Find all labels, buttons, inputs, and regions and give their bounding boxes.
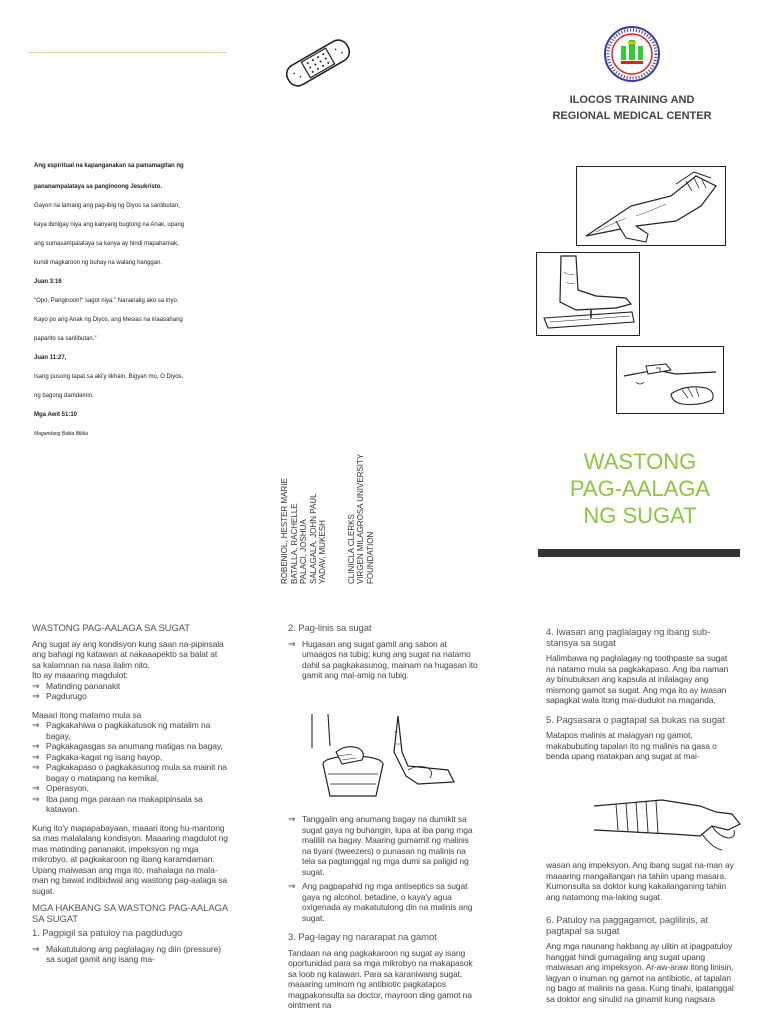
list-item: ⇒ Makatutulong ang paglalagay ng diin (pressure) sa sugat gamit ang isang ma-	[32, 944, 228, 965]
foot-injury-illustration	[536, 252, 640, 336]
org-line: VIRGEN MILAGROSA UNIVERSITY	[356, 453, 365, 584]
list-item: ⇒ Pagkaka-kagat ng isang hayop,	[32, 752, 228, 763]
verse-reference: Juan 3:16	[34, 279, 62, 285]
list-item: ⇒ Ang pagpapahid ng mga antiseptics sa sugat gaya ng alcohol, betadine, o kaya'y agua oxigenada ay makatutulong din na malinis ang sugat.	[288, 881, 480, 923]
bible-source: Magandang Balita Biblia	[34, 431, 88, 437]
verse-line: ang sumasampalataya sa kanya ay hindi mapahamak,	[34, 241, 179, 247]
title-line-1: WASTONG	[583, 449, 697, 474]
list-item: ⇒ Pagkakapaso o pagkakasunog mula sa mainit na bagay o matapang na kemikal,	[32, 762, 228, 783]
step-heading: 2. Pag-linis sa sugat	[288, 623, 372, 634]
list-item: ⇒ Pagdurugo	[32, 691, 228, 702]
column-3	[546, 628, 738, 762]
author-name: SALAGALA, JOHN PAUL	[308, 493, 318, 584]
author-name: YADAV, MUKESH	[318, 520, 327, 584]
section-heading: WASTONG PAG-AALAGA SA SUGAT	[32, 623, 190, 634]
verse-line: ng bagong damdamin.	[34, 393, 94, 399]
title-line-3: NG SUGAT	[583, 503, 697, 528]
scripture-intro-2: pananampalataya sa panginoong Jesukristo.	[34, 184, 163, 190]
list-item: ⇒ Matinding pananakit	[32, 681, 228, 692]
author-name: PALACI, JOSHUA	[299, 519, 308, 584]
verse-reference: Juan 11:27,	[34, 355, 67, 361]
verse-line: Kayo po ang Anak ng Diyos, ang Mesias na inaasahang	[34, 317, 183, 323]
hospital-seal-logo	[604, 26, 660, 82]
section-heading: MGA HAKBANG SA WASTONG PAG-AALAGA SA SUGAT	[32, 903, 228, 925]
hospital-name-line-2: REGIONAL MEDICAL CENTER	[552, 110, 712, 122]
step-heading: 3. Pag-lagay ng nararapat na gamot	[288, 932, 437, 943]
org-line: CLINICLA CLERKS	[346, 514, 356, 584]
list-item: ⇒ Operasyon,	[32, 783, 228, 794]
verse-line: kaya ibinigay niya ang kanyang bugtong na Anak, upang	[34, 222, 185, 228]
bullet-list	[32, 944, 228, 965]
paragraph: Maaari itong matamo mula sa	[32, 709, 142, 720]
hospital-name	[540, 92, 724, 124]
step-heading: 4. Iwasan ang paglalagay ng ibang sub-stansya sa sugat	[546, 627, 711, 649]
paragraph: wasan ang impeksyon. Ang ibang sugat na-man ay maaaring mangailangan na tahiin upang masara. Kumonsulta sa doktor kung kakailanganing tahiin ang natamong ma-laking sugat.	[546, 860, 734, 902]
list-item: ⇒ Pagkakagasgas sa anumang matigas na bagay,	[32, 741, 228, 752]
column-2	[288, 624, 480, 681]
top-rule-left	[28, 52, 226, 53]
verse-line: kundi magkaroon ng buhay na walang hanggan.	[34, 260, 163, 266]
verse-line: Gayon na lamang ang pag-ibig ng Diyos sa sanlibutan,	[34, 203, 180, 209]
paragraph: Tandaan na ang pagkakaroon ng sugat ay isang oportunidad para sa mga mikrobyo na makapasok sa loob ng katawan. Para sa karaniwang sugat, maaaring uminom ng antibiotic pagkatapos magpakonsulta sa doctor, mayroon ding gamot na ointment na	[288, 947, 473, 1010]
step-heading: 1. Pagpigil sa patuloy na pagdudugo	[32, 928, 183, 939]
bullet-list	[288, 639, 480, 681]
paragraph: Ang mga naunang hakbang ay ulitin at ipagpatuloy hanggat hindi gumagaling ang sugat upang maiwasan ang impeksyon. Ar-aw-araw itong linisin, lagyan o inuman ng gamot na antibiotic, at tapalan ng bago at malinis na gasa. Kung tinahi, ipatanggal sa doktor ang sinulid na ginamit kung nagsara	[546, 941, 734, 1004]
bullet-list	[32, 681, 228, 702]
org-line: FOUNDATION	[365, 531, 375, 584]
list-item: ⇒ Iba pang mga paraan na makapipinsala sa katawan.	[32, 794, 228, 815]
paragraph: Ito ay maaaring magdulot:	[32, 670, 128, 680]
paragraph: Kung ito'y mapapabayaan, maaari itong hu-mantong sa mas malalalang kondisyon. Maaaring magdulot ng mas matinding pananakit, impeksyon ng mga mikrobyo, at pagkakaroon ng ibang karamdaman. Upang maiwasan ang mga ito, mahalaga na mala-man ng bawat indibidwal ang wastong pag-aalaga sa sugat.	[32, 822, 228, 896]
list-item: ⇒ Tanggalin ang anumang bagay na dumikit sa sugat gaya ng buhangin, lupa at iba pang mga maliliit na bagay. Maaring gumamit ng malinis na tiyani (tweezers) o punasan ng malinis na tela sa pagtanggal ng mga dumi sa paligid ng sugat.	[288, 814, 480, 877]
paragraph: Halimbawa ng paglalagay ng toothpaste sa sugat na natamo mula sa pagkakapaso. Ang iba naman ay binubuksan ang kapsula at inilalagay ang mismong gamot sa sugat. Ang mga ito ay iwasan sapagkat wala itong mai-dudulot na maganda.	[546, 653, 729, 705]
hand-cut-illustration	[616, 346, 724, 414]
leg-injury-illustration	[576, 166, 726, 246]
author-name: ROBENIOL, HESTER MARIE	[280, 478, 289, 584]
column-3-cont	[546, 860, 740, 1004]
title-underline-bar	[538, 549, 740, 557]
paragraph: Matapos malinis at malagyan ng gamot, makabubuting tapalan ito ng malinis na gasa o benda upang matakpan ang sugat at mai-	[546, 730, 717, 761]
paragraph: Ang sugat ay ang kondisyon kung saan na-pipinsala ang bahagi ng katawan at nakaaapekto sa balat at sa kalamnan na nasa ilalim nito.	[32, 638, 224, 670]
author-name: BATALLA, RACHELLE	[289, 503, 299, 584]
bandage-illustration	[280, 32, 356, 94]
handwashing-illustration	[308, 712, 456, 804]
verse-line: "Opo, Panginoon!" sagot niya." Nananalig ako sa inyo.	[34, 298, 179, 304]
verse-line: paparito sa sanlibutan."	[34, 336, 97, 342]
verse-line: Isang pusong tapat sa aki'y likhain, Bigyan mo, O Diyos,	[34, 374, 184, 380]
column-2-cont	[288, 814, 480, 1011]
list-item: ⇒ Hugasan ang sugat gamit ang sabon at umaagos na tubig; kung ang sugat na natamo dahil sa pagkakasunog, mainam na hugasan ito gamit ang mal-amig na tubig.	[288, 639, 480, 681]
bullet-list	[288, 814, 480, 923]
bandaged-arm-illustration	[592, 790, 742, 856]
bullet-list	[32, 720, 228, 815]
title-line-2: PAG-AALAGA	[569, 476, 711, 501]
step-heading: 5. Pagsasara o pagtapal sa bukas na sugat	[546, 714, 725, 726]
scripture-panel	[34, 162, 234, 449]
step-heading: 6. Patuloy na paggagamot, paglilinis, at pagtapal sa sugat	[546, 915, 708, 937]
credits-vertical	[280, 434, 375, 584]
list-item: ⇒ Pagkakahiwa o pagkakatusok ng matalim na bagay,	[32, 720, 228, 741]
hospital-name-line-1: ILOCOS TRAINING AND	[569, 94, 695, 106]
brochure-title	[540, 448, 740, 529]
scripture-intro: Ang espiritual na kapanganakan sa pamamagitan ng	[34, 163, 184, 169]
column-1	[32, 624, 228, 965]
verse-reference: Mga Awit 51:10	[34, 412, 78, 418]
